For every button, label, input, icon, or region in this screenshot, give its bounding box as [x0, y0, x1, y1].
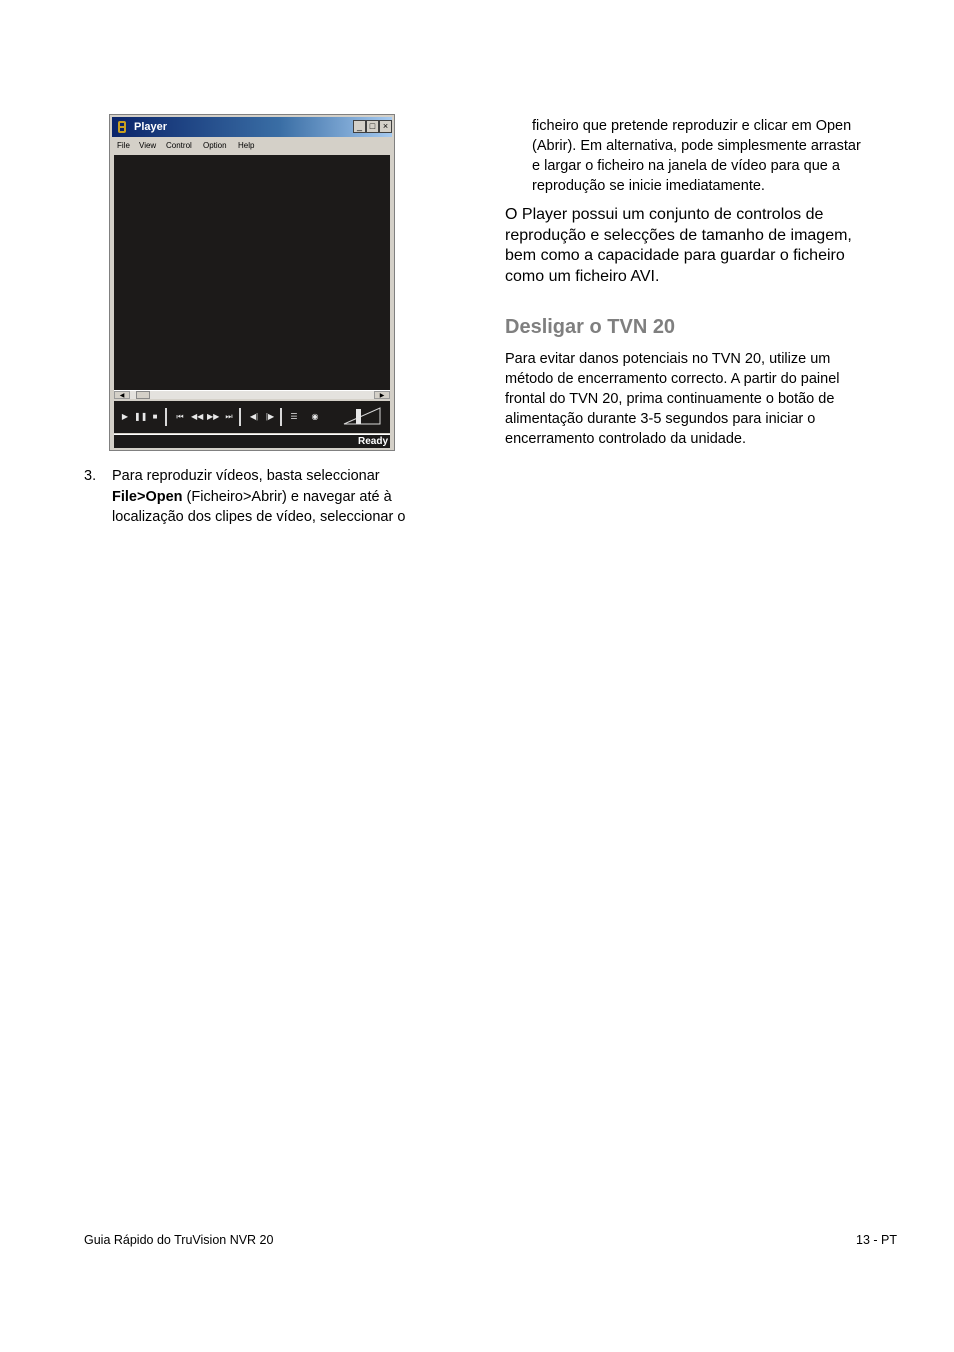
paragraph-line: bem como a capacidade para guardar o ficheiro: [505, 247, 845, 264]
file-open-label: File>Open: [112, 488, 183, 505]
rewind-icon[interactable]: ◀◀: [191, 412, 204, 421]
seek-thumb[interactable]: [136, 391, 150, 399]
scroll-left-icon[interactable]: ◀: [114, 391, 130, 399]
maximize-icon[interactable]: □: [366, 120, 379, 133]
fast-forward-icon[interactable]: ▶▶: [207, 412, 220, 421]
instruction-line: método de encerramento correcto. A partir do painel: [505, 371, 840, 387]
menu-option[interactable]: Option: [203, 141, 227, 150]
step-3-line-1: Para reproduzir vídeos, basta seleccionar: [112, 468, 380, 484]
menu-help[interactable]: Help: [238, 141, 255, 150]
step-3-text: [112, 466, 442, 528]
separator: [165, 408, 167, 426]
instruction-line: encerramento controlado da unidade.: [505, 431, 747, 447]
page-number: 13 - PT: [856, 1233, 897, 1247]
continuation-line: (Abrir). Em alternativa, pode simplesmente arrastar: [532, 138, 861, 154]
step-3-line-2: [112, 487, 442, 508]
paragraph-line: como um ficheiro AVI.: [505, 267, 660, 285]
instruction-line: frontal do TVN 20, prima continuamente o botão de: [505, 391, 835, 407]
playback-controls: [114, 401, 390, 433]
player-window-screenshot: [109, 114, 395, 451]
status-text: Ready: [357, 436, 388, 447]
scroll-right-icon[interactable]: ▶: [374, 391, 390, 399]
player-menu-bar: [112, 138, 392, 153]
paragraph-line: reprodução e selecções de tamanho de imagem,: [505, 226, 852, 244]
step-back-icon[interactable]: ◀|: [249, 412, 259, 421]
video-display[interactable]: [114, 155, 390, 390]
stop-icon[interactable]: ■: [152, 412, 158, 421]
section-heading: Desligar o TVN 20: [505, 316, 676, 338]
continuation-line: e largar o ficheiro na janela de vídeo para que a: [532, 158, 840, 174]
step-3-line-2-rest: (Ficheiro>Abrir) e navegar até à: [182, 488, 392, 505]
close-icon[interactable]: ×: [379, 120, 392, 133]
player-app-icon: [116, 120, 128, 134]
menu-control[interactable]: Control: [166, 141, 192, 150]
sound-icon[interactable]: ◉: [311, 412, 319, 421]
separator: [239, 408, 241, 426]
play-icon[interactable]: ▶: [121, 412, 129, 421]
step-forward-icon[interactable]: |▶: [265, 412, 275, 421]
player-status-bar: [114, 434, 390, 448]
step-3-line-3: localização dos clipes de vídeo, seleccionar o: [112, 509, 406, 525]
shutdown-instructions: [505, 349, 895, 449]
menu-file[interactable]: File: [117, 141, 130, 150]
seek-scrollbar[interactable]: [114, 390, 390, 399]
paragraph-line: O Player possui um conjunto de controlos de: [505, 206, 824, 223]
list-number: 3.: [84, 468, 97, 484]
continuation-line: reprodução se inicie imediatamente.: [532, 178, 765, 194]
instruction-line: alimentação durante 3-5 segundos para iniciar o: [505, 411, 816, 427]
snapshot-icon[interactable]: ☰: [290, 412, 298, 421]
skip-start-icon[interactable]: ⏮: [176, 412, 184, 421]
player-description: [505, 205, 895, 287]
volume-slider[interactable]: [342, 406, 382, 426]
step-3-continuation: [532, 116, 902, 196]
footer-title: Guia Rápido do TruVision NVR 20: [84, 1233, 274, 1247]
separator: [280, 408, 282, 426]
instruction-line: Para evitar danos potenciais no TVN 20, utilize um: [505, 351, 831, 367]
player-title: Player: [134, 121, 168, 133]
menu-view[interactable]: View: [139, 141, 157, 150]
continuation-line: ficheiro que pretende reproduzir e clicar em Open: [532, 118, 852, 134]
skip-end-icon[interactable]: ⏭: [225, 412, 233, 421]
player-title-bar: [112, 117, 392, 137]
minimize-icon[interactable]: _: [353, 120, 366, 133]
pause-icon[interactable]: ❚❚: [134, 412, 148, 421]
